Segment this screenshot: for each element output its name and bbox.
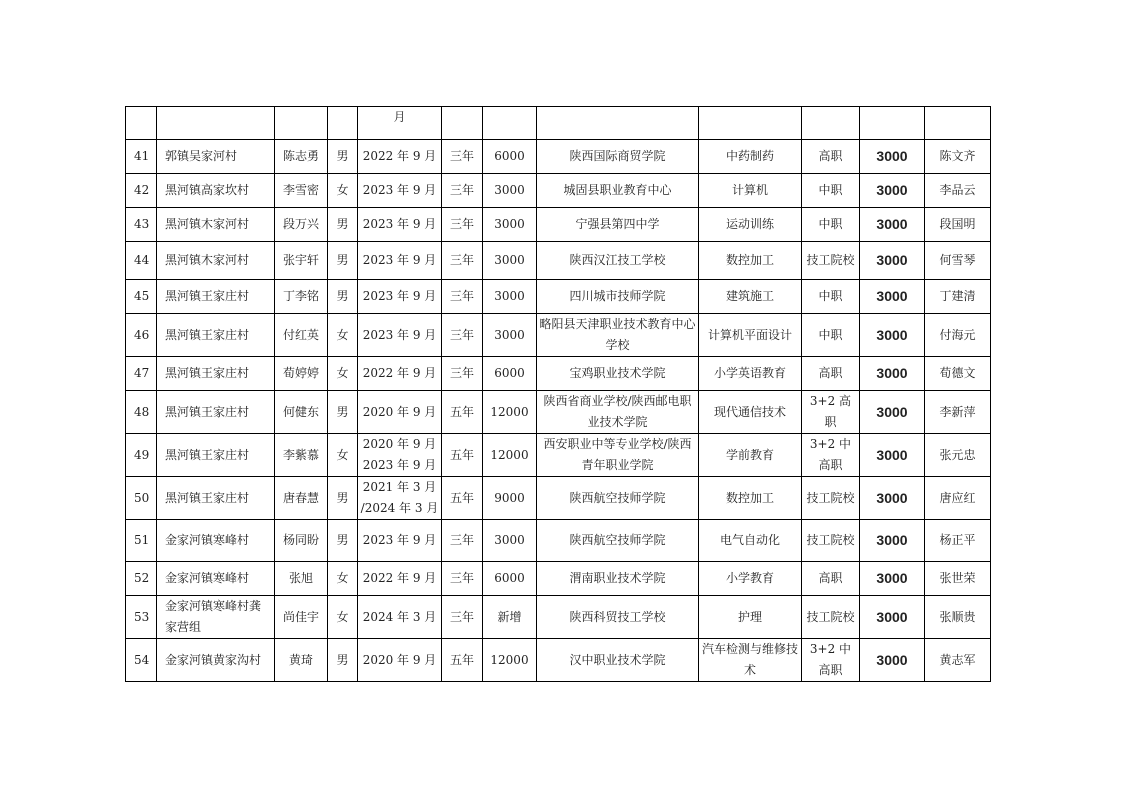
- cell-no: 47: [126, 357, 157, 391]
- cell-level: 技工院校: [802, 242, 860, 280]
- cell-years: [442, 107, 483, 140]
- cell-no: 51: [126, 520, 157, 562]
- cell-enroll-date: 2023 年 9 月: [358, 242, 442, 280]
- cell-guardian: 张元忠: [925, 434, 991, 477]
- cell-subsidy: 3000: [860, 391, 925, 434]
- cell-village: 黑河镇王家庄村: [157, 391, 275, 434]
- cell-subsidy: 3000: [860, 174, 925, 208]
- cell-years: 五年: [442, 477, 483, 520]
- cell-name: 付红英: [275, 314, 328, 357]
- cell-enroll-date: 2020 年 9 月 2023 年 9 月: [358, 434, 442, 477]
- cell-gender: 女: [328, 314, 358, 357]
- cell-no: 48: [126, 391, 157, 434]
- cell-school: 陕西航空技师学院: [537, 477, 699, 520]
- cell-major: 运动训练: [699, 208, 802, 242]
- cell-guardian: 荀德文: [925, 357, 991, 391]
- cell-village: 黑河镇木家河村: [157, 242, 275, 280]
- cell-no: 43: [126, 208, 157, 242]
- cell-enroll-date: 2023 年 9 月: [358, 280, 442, 314]
- cell-guardian: [925, 107, 991, 140]
- cell-major: 电气自动化: [699, 520, 802, 562]
- cell-school: 陕西省商业学校/陕西邮电职业技术学院: [537, 391, 699, 434]
- table-row: [126, 314, 991, 357]
- cell-gender: 男: [328, 639, 358, 682]
- cell-no: 45: [126, 280, 157, 314]
- cell-village: 金家河镇黄家沟村: [157, 639, 275, 682]
- cell-guardian: 丁建清: [925, 280, 991, 314]
- cell-no: 46: [126, 314, 157, 357]
- cell-amount: 3000: [483, 280, 537, 314]
- cell-gender: 男: [328, 477, 358, 520]
- table-row: [126, 174, 991, 208]
- cell-name: 丁李铭: [275, 280, 328, 314]
- cell-name: 唐春慧: [275, 477, 328, 520]
- cell-no: 49: [126, 434, 157, 477]
- cell-school: 陕西汉江技工学校: [537, 242, 699, 280]
- cell-subsidy: 3000: [860, 140, 925, 174]
- cell-name: 段万兴: [275, 208, 328, 242]
- cell-no: 44: [126, 242, 157, 280]
- cell-amount: [483, 107, 537, 140]
- cell-years: 五年: [442, 639, 483, 682]
- table-row: [126, 596, 991, 639]
- cell-major: 现代通信技术: [699, 391, 802, 434]
- cell-gender: 女: [328, 562, 358, 596]
- table-row: [126, 562, 991, 596]
- cell-village: 金家河镇寒峰村: [157, 520, 275, 562]
- cell-village: 黑河镇王家庄村: [157, 280, 275, 314]
- cell-years: 三年: [442, 174, 483, 208]
- cell-enroll-date: 2022 年 9 月: [358, 357, 442, 391]
- cell-village: 黑河镇王家庄村: [157, 477, 275, 520]
- cell-amount: 新增: [483, 596, 537, 639]
- cell-subsidy: [860, 107, 925, 140]
- continuation-row: [126, 107, 991, 140]
- cell-major: 计算机: [699, 174, 802, 208]
- cell-gender: 男: [328, 140, 358, 174]
- cell-gender: 男: [328, 280, 358, 314]
- cell-subsidy: 3000: [860, 639, 925, 682]
- cell-name: 李紫慕: [275, 434, 328, 477]
- cell-major: 中药制药: [699, 140, 802, 174]
- cell-amount: 6000: [483, 357, 537, 391]
- cell-name: 尚佳宇: [275, 596, 328, 639]
- cell-village: 金家河镇寒峰村: [157, 562, 275, 596]
- cell-level: 3+2 高职: [802, 391, 860, 434]
- table-body: [126, 107, 991, 682]
- cell-major: 数控加工: [699, 477, 802, 520]
- cell-amount: 3000: [483, 208, 537, 242]
- cell-enroll-date: 2023 年 9 月: [358, 174, 442, 208]
- cell-guardian: 付海元: [925, 314, 991, 357]
- cell-village: 郭镇吴家河村: [157, 140, 275, 174]
- cell-village: 黑河镇王家庄村: [157, 357, 275, 391]
- cell-subsidy: 3000: [860, 208, 925, 242]
- cell-guardian: 张世荣: [925, 562, 991, 596]
- cell-years: 三年: [442, 314, 483, 357]
- cell-village: 黑河镇王家庄村: [157, 314, 275, 357]
- cell-school: 陕西航空技师学院: [537, 520, 699, 562]
- cell-guardian: 陈文齐: [925, 140, 991, 174]
- cell-guardian: 李新萍: [925, 391, 991, 434]
- cell-school: 陕西国际商贸学院: [537, 140, 699, 174]
- cell-amount: 9000: [483, 477, 537, 520]
- cell-gender: 男: [328, 391, 358, 434]
- cell-school: 宝鸡职业技术学院: [537, 357, 699, 391]
- cell-amount: 3000: [483, 242, 537, 280]
- cell-level: 技工院校: [802, 596, 860, 639]
- cell-gender: [328, 107, 358, 140]
- cell-name: 张宇轩: [275, 242, 328, 280]
- cell-amount: 3000: [483, 174, 537, 208]
- table-row: [126, 477, 991, 520]
- cell-amount: 12000: [483, 391, 537, 434]
- cell-no: 52: [126, 562, 157, 596]
- cell-gender: 男: [328, 208, 358, 242]
- cell-no: 54: [126, 639, 157, 682]
- cell-enroll-date: 2024 年 3 月: [358, 596, 442, 639]
- table-row: [126, 140, 991, 174]
- cell-years: 三年: [442, 520, 483, 562]
- cell-major: 小学教育: [699, 562, 802, 596]
- cell-subsidy: 3000: [860, 434, 925, 477]
- cell-village: [157, 107, 275, 140]
- cell-gender: 女: [328, 174, 358, 208]
- cell-level: 高职: [802, 140, 860, 174]
- cell-level: 高职: [802, 357, 860, 391]
- table-row: [126, 280, 991, 314]
- cell-school: 略阳县天津职业技术教育中心学校: [537, 314, 699, 357]
- cell-name: 荀婷婷: [275, 357, 328, 391]
- cell-years: 三年: [442, 596, 483, 639]
- cell-school: 四川城市技师学院: [537, 280, 699, 314]
- cell-major: 学前教育: [699, 434, 802, 477]
- cell-name: 黄琦: [275, 639, 328, 682]
- cell-major: [699, 107, 802, 140]
- cell-years: 三年: [442, 357, 483, 391]
- cell-enroll-date: 2021 年 3 月 /2024 年 3 月: [358, 477, 442, 520]
- cell-subsidy: 3000: [860, 357, 925, 391]
- cell-years: 三年: [442, 140, 483, 174]
- cell-major: 建筑施工: [699, 280, 802, 314]
- cell-name: 陈志勇: [275, 140, 328, 174]
- cell-years: 五年: [442, 391, 483, 434]
- cell-level: 技工院校: [802, 477, 860, 520]
- table-row: [126, 520, 991, 562]
- cell-school: 陕西科贸技工学校: [537, 596, 699, 639]
- cell-enroll-date: 2022 年 9 月: [358, 140, 442, 174]
- cell-level: 中职: [802, 208, 860, 242]
- cell-major: 汽车检测与维修技术: [699, 639, 802, 682]
- cell-school: 宁强县第四中学: [537, 208, 699, 242]
- cell-amount: 6000: [483, 562, 537, 596]
- cell-major: 护理: [699, 596, 802, 639]
- table-row: [126, 208, 991, 242]
- cell-guardian: 杨正平: [925, 520, 991, 562]
- cell-level: 技工院校: [802, 520, 860, 562]
- cell-gender: 女: [328, 596, 358, 639]
- table-row: [126, 391, 991, 434]
- cell-school: 城固县职业教育中心: [537, 174, 699, 208]
- cell-no: 53: [126, 596, 157, 639]
- cell-enroll-date: 2020 年 9 月: [358, 391, 442, 434]
- cell-no: 42: [126, 174, 157, 208]
- cell-name: [275, 107, 328, 140]
- table-row: [126, 357, 991, 391]
- cell-school: 西安职业中等专业学校/陕西青年职业学院: [537, 434, 699, 477]
- beneficiary-table: [125, 106, 991, 682]
- cell-amount: 6000: [483, 140, 537, 174]
- cell-amount: 3000: [483, 520, 537, 562]
- cell-enroll-date: 2020 年 9 月: [358, 639, 442, 682]
- cell-school: [537, 107, 699, 140]
- cell-level: 高职: [802, 562, 860, 596]
- cell-level: 中职: [802, 280, 860, 314]
- cell-guardian: 张顺贵: [925, 596, 991, 639]
- cell-guardian: 段国明: [925, 208, 991, 242]
- cell-village: 黑河镇木家河村: [157, 208, 275, 242]
- cell-major: 小学英语教育: [699, 357, 802, 391]
- cell-school: 汉中职业技术学院: [537, 639, 699, 682]
- cell-village: 黑河镇王家庄村: [157, 434, 275, 477]
- cell-subsidy: 3000: [860, 280, 925, 314]
- cell-level: 中职: [802, 174, 860, 208]
- table-row: [126, 434, 991, 477]
- cell-years: 三年: [442, 242, 483, 280]
- cell-guardian: 何雪琴: [925, 242, 991, 280]
- cell-subsidy: 3000: [860, 520, 925, 562]
- cell-subsidy: 3000: [860, 477, 925, 520]
- cell-gender: 男: [328, 520, 358, 562]
- cell-subsidy: 3000: [860, 562, 925, 596]
- table-row: [126, 242, 991, 280]
- cell-guardian: 黄志军: [925, 639, 991, 682]
- table-row: [126, 639, 991, 682]
- cell-no: [126, 107, 157, 140]
- cell-enroll-date: 2023 年 9 月: [358, 520, 442, 562]
- cell-enroll-date: 2022 年 9 月: [358, 562, 442, 596]
- cell-no: 41: [126, 140, 157, 174]
- cell-name: 杨同盼: [275, 520, 328, 562]
- cell-gender: 男: [328, 242, 358, 280]
- cell-subsidy: 3000: [860, 314, 925, 357]
- cell-level: 3+2 中高职: [802, 434, 860, 477]
- cell-years: 三年: [442, 208, 483, 242]
- cell-years: 三年: [442, 562, 483, 596]
- cell-village: 金家河镇寒峰村龚家营组: [157, 596, 275, 639]
- cell-major: 数控加工: [699, 242, 802, 280]
- cell-name: 李雪密: [275, 174, 328, 208]
- cell-gender: 女: [328, 357, 358, 391]
- cell-level: [802, 107, 860, 140]
- cell-amount: 12000: [483, 639, 537, 682]
- cell-years: 五年: [442, 434, 483, 477]
- cell-level: 3+2 中高职: [802, 639, 860, 682]
- cell-subsidy: 3000: [860, 596, 925, 639]
- cell-name: 张旭: [275, 562, 328, 596]
- cell-enroll-month: 月: [358, 107, 442, 140]
- cell-enroll-date: 2023 年 9 月: [358, 208, 442, 242]
- cell-enroll-date: 2023 年 9 月: [358, 314, 442, 357]
- cell-guardian: 唐应红: [925, 477, 991, 520]
- cell-amount: 3000: [483, 314, 537, 357]
- cell-gender: 女: [328, 434, 358, 477]
- cell-school: 渭南职业技术学院: [537, 562, 699, 596]
- cell-years: 三年: [442, 280, 483, 314]
- cell-village: 黑河镇高家坎村: [157, 174, 275, 208]
- cell-subsidy: 3000: [860, 242, 925, 280]
- cell-no: 50: [126, 477, 157, 520]
- cell-guardian: 李品云: [925, 174, 991, 208]
- cell-name: 何健东: [275, 391, 328, 434]
- cell-major: 计算机平面设计: [699, 314, 802, 357]
- cell-level: 中职: [802, 314, 860, 357]
- cell-amount: 12000: [483, 434, 537, 477]
